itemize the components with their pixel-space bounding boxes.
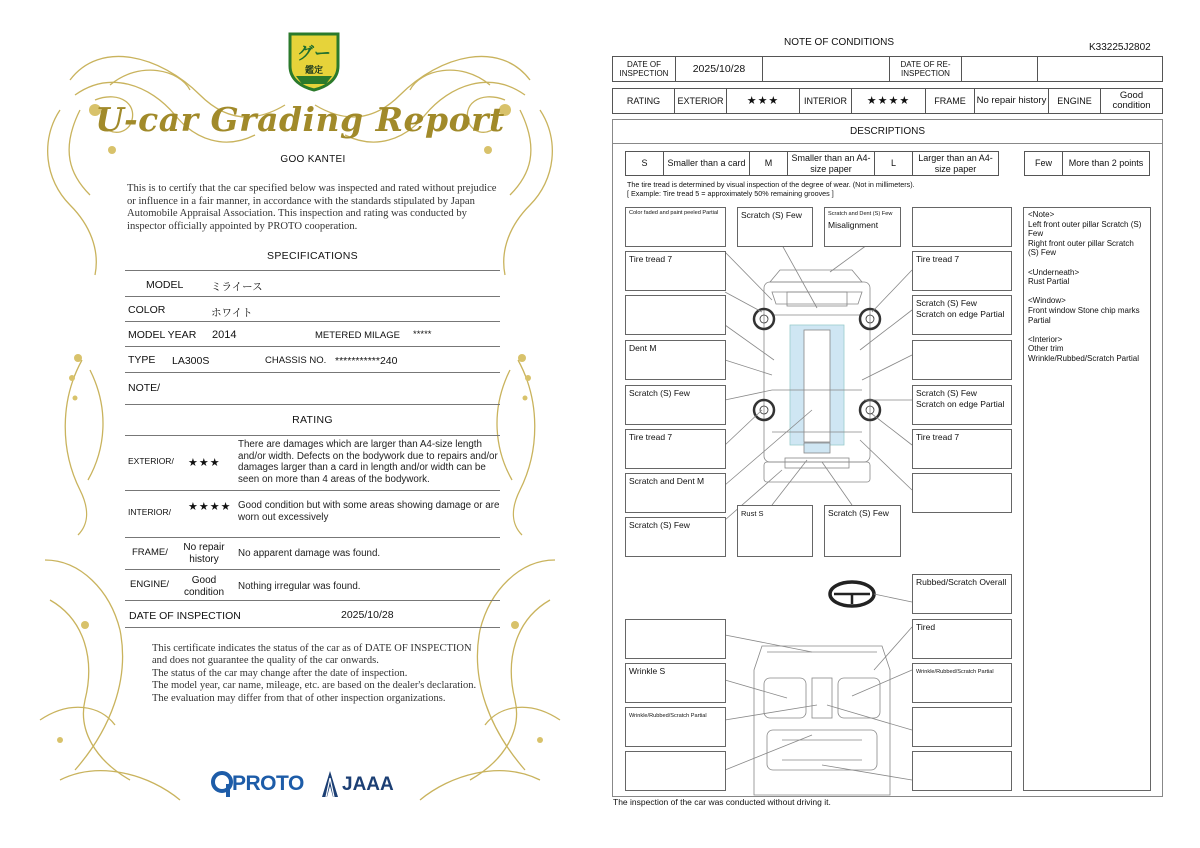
desc-box-rear-left: Scratch (S) Few	[625, 517, 726, 557]
divider	[125, 321, 500, 322]
front-center-line-1: Scratch and Dent (S) Few	[828, 211, 893, 217]
color-value: ホワイト	[211, 307, 253, 319]
badge-top-text: グー	[297, 44, 331, 64]
desc-box-left-fender	[625, 295, 726, 335]
blank-cell	[762, 56, 890, 82]
engine-description: Nothing irregular was found.	[238, 581, 361, 592]
desc-box-front-left-corner: Color faded and paint peeled Partial	[625, 207, 726, 247]
legend-m-desc: Smaller than an A4-size paper	[787, 151, 875, 176]
descriptions-heading: DESCRIPTIONS	[849, 126, 925, 137]
desc-box-dashboard	[625, 619, 726, 659]
front-center-line-2: Misalignment	[828, 220, 879, 230]
desc-box-right-rear-door: Scratch (S) Few Scratch on edge Partial	[912, 385, 1012, 425]
tire-note-1: The tire tread is determined by visual inspection of the degree of wear. (Not in millimeters).	[627, 180, 915, 189]
frame-label: FRAME/	[132, 547, 168, 558]
desc-box-rear-seat	[625, 751, 726, 791]
specifications-heading: SPECIFICATIONS	[267, 250, 358, 262]
chassis-value: ***********240	[335, 355, 398, 367]
legend-m: M	[749, 151, 788, 176]
desc-box-tire-front-left: Tire tread 7	[625, 251, 726, 291]
interior-label: INTERIOR	[799, 88, 852, 114]
legend-few: Few	[1024, 151, 1063, 176]
desc-box-passenger-seat: Wrinkle/Rubbed/Scratch Partial	[912, 663, 1012, 703]
desc-box-tire-rear-right: Tire tread 7	[912, 429, 1012, 469]
desc-box-tire-front-right: Tire tread 7	[912, 251, 1012, 291]
desc-box-rear-center: Rust S	[737, 505, 813, 557]
exterior-stars: ★★★	[188, 457, 221, 469]
desc-box-front-center	[824, 207, 901, 247]
metered-mileage-value: *****	[413, 329, 432, 340]
model-label: MODEL	[146, 279, 184, 291]
exterior-stars: ★★★	[726, 88, 800, 114]
certificate-title: U-car Grading Report	[95, 100, 505, 139]
frame-label: FRAME	[925, 88, 975, 114]
inspection-date-value: 2025/10/28	[341, 609, 394, 621]
desc-box-steering: Rubbed/Scratch Overall	[912, 574, 1012, 614]
desc-box-right-fender: Scratch (S) Few Scratch on edge Partial	[912, 295, 1012, 335]
desc-box-rear-right: Scratch (S) Few	[824, 505, 901, 557]
divider	[125, 569, 500, 570]
frame-value: No repair history	[183, 542, 225, 565]
engine-value: Good condition	[1100, 88, 1163, 114]
desc-box-right-front-door	[912, 340, 1012, 380]
engine-value: Good condition	[183, 575, 225, 598]
chassis-label: CHASSIS NO.	[265, 355, 327, 366]
interior-description: Good condition but with some areas showing damage or are worn out excessively	[238, 500, 500, 523]
notes-panel: <Note> Left front outer pillar Scratch (S) Few Right front outer pillar Scratch (S) Few <Underneath> Rust Partial <Window> Front window Stone chip marks Partial <Interior> Other trim Wrinkle/Rubbed/Scratch Partial	[1023, 207, 1151, 791]
desc-box-left-front-door: Dent M	[625, 340, 726, 380]
divider	[125, 490, 500, 491]
legend-l-desc: Larger than an A4-size paper	[912, 151, 999, 176]
interior-label: INTERIOR/	[128, 507, 171, 517]
legend-s-desc: Smaller than a card	[663, 151, 750, 176]
desc-box-driver-seat: Wrinkle S	[625, 663, 726, 703]
tire-note-2: [ Example: Tire tread 5 = approximately 50% remaining grooves ]	[627, 189, 834, 198]
desc-box-center-console: Wrinkle/Rubbed/Scratch Partial	[625, 707, 726, 747]
exterior-label: EXTERIOR	[674, 88, 727, 114]
interior-stars: ★★★★	[851, 88, 926, 114]
date-of-reinspection-value	[961, 56, 1038, 82]
note-label: NOTE/	[128, 382, 161, 394]
legend-s: S	[625, 151, 664, 176]
conditions-title: NOTE OF CONDITIONS	[784, 37, 894, 48]
frame-description: No apparent damage was found.	[238, 548, 381, 559]
date-of-reinspection-label: DATE OF RE-INSPECTION	[889, 56, 962, 82]
divider	[125, 627, 500, 628]
divider	[125, 346, 500, 347]
model-value: ミライース	[211, 281, 263, 293]
rating-heading: RATING	[292, 414, 333, 426]
divider	[125, 372, 500, 373]
desc-box-front-right	[912, 207, 1012, 247]
rating-label: RATING	[612, 88, 675, 114]
exterior-label: EXTERIOR/	[128, 456, 174, 466]
badge-bottom-text: 鑑定	[304, 66, 324, 76]
engine-label: ENGINE	[1048, 88, 1101, 114]
jaaa-logo-text: JAAA	[342, 774, 394, 795]
inspection-date-label: DATE OF INSPECTION	[129, 610, 241, 622]
desc-box-left-rear-quarter: Scratch and Dent M	[625, 473, 726, 513]
proto-logo-text: PROTO	[232, 772, 304, 795]
divider	[125, 537, 500, 538]
model-year-label: MODEL YEAR	[128, 329, 197, 341]
date-of-inspection-label: DATE OF INSPECTION	[612, 56, 676, 82]
jaaa-logo-icon	[320, 770, 340, 798]
divider	[125, 435, 500, 436]
blank-cell	[1037, 56, 1163, 82]
engine-label: ENGINE/	[130, 579, 170, 590]
color-label: COLOR	[128, 304, 166, 316]
divider	[125, 600, 500, 601]
legend-l: L	[874, 151, 913, 176]
legend-few-desc: More than 2 points	[1062, 151, 1150, 176]
model-year-value: 2014	[212, 329, 237, 341]
logos	[210, 768, 410, 800]
desc-box-interior-right	[912, 707, 1012, 747]
divider	[125, 404, 500, 405]
interior-stars: ★★★★	[188, 501, 232, 513]
certificate-intro: This is to certify that the car specified below was inspected and rated without prejudice or influence in a fair manner, in accordance with the standards stipulated by Japan Automobile Appraisal Association. This inspection and rating was conducted by inspector officially appointed by PROTO cooperation.	[127, 183, 497, 232]
desc-box-right-rear-quarter	[912, 473, 1012, 513]
divider	[125, 270, 500, 271]
certificate-subtitle: GOO KANTEI	[280, 154, 346, 165]
desc-box-tire-rear-left: Tire tread 7	[625, 429, 726, 469]
desc-box-front-left: Scratch (S) Few	[737, 207, 813, 247]
reference-number: K33225J2802	[1089, 42, 1151, 53]
exterior-description: There are damages which are larger than A4-size length and/or width. Defects on the bodywork due to repairs and/or damages larger than a card in length and/or width can be seen on more than 4 areas of the bodywork.	[238, 439, 498, 485]
desc-box-trunk	[912, 751, 1012, 791]
certificate-footer: This certificate indicates the status of the car as of DATE OF INSPECTION and does not guarantee the quality of the car onwards. The status of the car may change after the date of inspection. The model year, car name, mileage, etc. are based on the dealer's declaration. The evaluation may differ from that of other inspection organizations.	[152, 643, 477, 704]
goo-kantei-badge-icon	[286, 30, 342, 92]
conditions-footer: The inspection of the car was conducted without driving it.	[613, 797, 831, 807]
desc-box-left-rear-door: Scratch (S) Few	[625, 385, 726, 425]
type-value: LA300S	[172, 355, 210, 367]
proto-logo-icon	[210, 770, 234, 798]
desc-box-ceiling: Tired	[912, 619, 1012, 659]
divider	[125, 296, 500, 297]
type-label: TYPE	[128, 354, 156, 366]
metered-mileage-label: METERED MILAGE	[315, 330, 400, 341]
frame-value: No repair history	[974, 88, 1049, 114]
date-of-inspection-value: 2025/10/28	[675, 56, 763, 82]
